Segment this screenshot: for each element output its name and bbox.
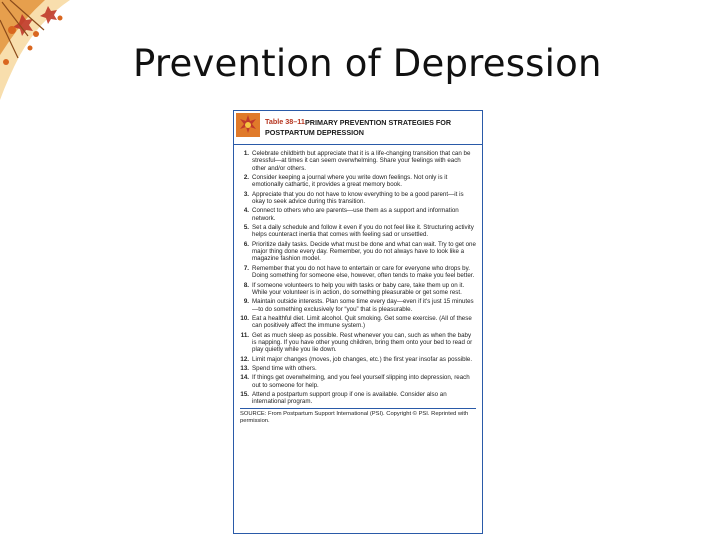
list-item-text: Celebrate childbirth but appreciate that it is a life-changing transition that can be stressful—at times it can seem overwhelming. Share your feelings with each other and/or others. [252,150,471,172]
list-item [240,282,476,297]
list-item-number: 2. [243,174,249,182]
list-item-text: If someone volunteers to help you with tasks or baby care, take them up on it. While your volunteer is in action, do something pleasurable or get some rest. [252,281,465,296]
list-item [240,191,476,206]
list-item-number: 13. [240,364,249,372]
list-item-text: Eat a healthful diet. Limit alcohol. Quit smoking. Get some exercise. (All of these can positively affect the immune system.) [252,314,472,330]
list-item-number: 15. [240,390,249,398]
list-item-number: 10. [240,314,249,322]
list-item-number: 3. [243,190,249,198]
list-item [240,265,476,280]
list-item-number: 12. [240,355,249,363]
list-item-number: 8. [243,281,249,289]
list-item-text: Spend time with others. [252,364,317,372]
list-item-text: Remember that you do not have to entertain or care for everyone who drops by. Doing something for someone else, however, often tends to make you feel better. [252,264,475,280]
list-item-text: Connect to others who are parents—use them as a support and information network. [252,207,459,222]
table-number: Table 38–11 [265,117,305,126]
list-item [240,224,476,239]
list-item [240,356,476,363]
flower-thumbnail [236,113,260,137]
list-item [240,207,476,222]
list-item [240,174,476,189]
list-item-text: If things get overwhelming, and you feel yourself slipping into depression, reach out to someone for help. [252,374,470,389]
list-item-number: 14. [240,374,249,382]
table-title: PRIMARY PREVENTION STRATEGIES FOR POSTPARTUM DEPRESSION [265,118,452,137]
list-item-number: 9. [243,298,249,306]
list-item-number: 11. [240,331,249,339]
list-item [240,365,476,372]
list-item-number: 6. [243,240,249,248]
list-item [240,315,476,330]
table-source: SOURCE: From Postpartum Support International (PSI). Copyright © PSI. Reprinted with permission. [240,410,469,424]
list-item-number: 5. [243,224,249,232]
list-item-text: Prioritize daily tasks. Decide what must be done and what can wait. Try to get one major thing done every day. Remember, you do not always have to look like a magazine fashion model. [252,240,476,263]
strategy-list [234,145,482,406]
table-header [234,111,482,145]
list-item-text: Maintain outside interests. Plan some time every day—even if it's just 15 minutes—to do something exclusively for “you” that is pleasurable. [252,298,474,313]
list-item [240,374,476,389]
list-item-text: Appreciate that you do not have to know everything to be a good parent—it is okay to seek advice during this transition. [252,190,464,206]
autumn-leaves-decoration [0,0,110,110]
list-item-number: 4. [243,207,249,215]
list-item [240,298,476,313]
list-item-number: 1. [243,150,249,157]
list-item-number: 7. [243,264,249,272]
list-item-text: Set a daily schedule and follow it even if you do not feel like it. Structuring activity helps counteract inertia that comes with feeling sad or unsettled. [252,224,474,239]
list-item-text: Get as much sleep as possible. Rest whenever you can, such as when the baby is napping. If you have other young children, bring them onto your bed to read or play quietly while you lie down. [252,331,473,354]
list-item-text: Limit major changes (moves, job changes, etc.) the first year insofar as possible. [252,355,473,363]
table-image [233,110,483,534]
list-item [240,150,476,172]
slide-title: Prevention of Depression [133,42,602,85]
list-item-text: Attend a postpartum support group if one is available. Consider also an international program. [252,390,447,406]
list-item-text: Consider keeping a journal where you write down feelings. Not only is it emotionally cathartic, it provides a great memory book. [252,174,448,189]
list-item [240,332,476,354]
list-item [240,391,476,406]
list-item [240,241,476,263]
